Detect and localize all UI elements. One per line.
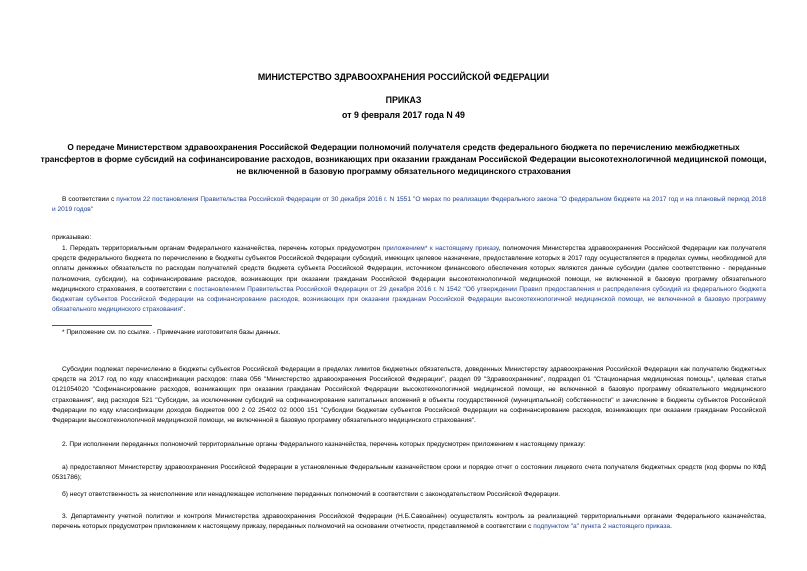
doc-type-heading: ПРИКАЗ [385,95,422,105]
order-word: приказываю: [52,234,92,241]
decree-1551-link[interactable]: пунктом 22 постановления Правительства Российской Федерации от 30 декабря 2016 г. N 1551 "О мерах по реализации Федерального закона "О федеральном бюджете на 2017 год и на плановый период 2018 и 2019 годов" [52,196,766,214]
paragraph-1-text-c: . [183,306,186,314]
preamble-text: В соответствии с [62,196,117,203]
paragraph-2b: б) несут ответственность за неисполнение или ненадлежащее исполнение переданных полномочий в соответствии с законодательством Российской Федерации. [62,491,561,498]
decree-1542-link[interactable]: постановлением Правительства Российской Федерации от 29 декабря 2016 г. N 1542 "Об утверждении Правил предоставления и распределения субсидий из федерального бюджета бюджетам субъектов Российской Федерации на софинансирование расходов, возникающих при оказании гражданам Российской Федерации высокотехнологичной медицинской помощи, не включенной в базовую программу обязательного медицинского страхования" [52,285,766,314]
paragraph-3-text-a: 3. Департаменту учетной политики и контроля Министерства здравоохранения Российской Федерации (Н.Б.Савоайнен) осуществлять контроль за реализацией территориальными органами Федерального казначейства, перечень которых предусмотрен приложением к настоящему приказу, переданных полномочий на основании отчетности, представляемой в соответствии с [52,513,766,531]
paragraph-3 [52,512,766,532]
paragraph-3-text-b: . [670,523,672,531]
appendix-link[interactable]: приложением* к настоящему приказу [382,245,499,252]
paragraph-1 [52,244,766,315]
footnote: * Приложение см. по ссылке. - Примечание изготовителя базы данных. [62,329,281,336]
subpoint-a-link[interactable]: подпунктом "а" пункта 2 настоящего приказа [533,523,671,531]
paragraph-1-text-a: 1. Передать территориальным органам Федерального казначейства, перечень которых предусмотрен [62,245,383,252]
footnote-divider [52,325,152,326]
paragraph-2a: а) предоставляют Министерству здравоохранения Российской Федерации в установленные Федеральным казначейством сроки и порядке отчет о состоянии лицевого счета получателя бюджетных средств (код формы по КФД 0531786); [52,464,766,482]
document-title: О передаче Министерством здравоохранения Российской Федерации полномочий получателя средств федерального бюджета по перечислению межбюджетных трансфертов в форме субсидий на софинансирование расходов, возникающих при оказании гражданам Российской Федерации высокотехнологичной медицинской помощи, не включенной в базовую программу обязательного медицинского страхования [40,142,767,176]
paragraph-2: 2. При исполнении переданных полномочий территориальные органы Федерального казначейства, перечень которых предусмотрен приложением к настоящему приказу: [62,441,586,448]
doc-date-heading: от 9 февраля 2017 года N 49 [342,110,465,120]
ministry-heading: МИНИСТЕРСТВО ЗДРАВООХРАНЕНИЯ РОССИЙСКОЙ ФЕДЕРАЦИИ [257,72,550,82]
subsidy-paragraph: Субсидии подлежат перечислению в бюджеты субъектов Российской Федерации в пределах лимитов бюджетных обязательств, доведенных Министерству здравоохранения Российской Федерации как получателю бюджетных средств на 2017 год по коду классификации расходов: глава 056 "Министерство здравоохранения Российской Федерации", раздел 09 "Здравоохранение", подраздел 01 "Стационарная медицинская помощь", целевая статья 0121054020 "Софинансирование расходов, возникающих при оказании гражданам Российской Федерации высокотехнологичной медицинской помощи, не включенной в базовую программу обязательного медицинского страхования", вид расходов 521 "Субсидии, за исключением субсидий на софинансирование капитальных вложений в объекты государственной (муниципальной) собственности" и зачисление в бюджеты субъектов Российской Федерации по коду классификации доходов бюджетов 000 2 02 25402 02 0000 151 "Субсидии бюджетам субъектов Российской Федерации на софинансирование расходов, возникающих при оказании гражданам Российской Федерации высокотехнологичной медицинской помощи, не включенной в базовую программу обязательного медицинского страхования". [52,366,766,425]
preamble-paragraph [52,195,766,215]
paragraph-1-text-b: , полномочия Министерства здравоохранения Российской Федерации как получателя средств федерального бюджета по перечислению в бюджеты субъектов Российской Федерации субсидий, имеющих целевое назначение, предоставление которых в 2017 году осуществляется в пределах суммы, необходимой для оплаты денежных обязательств по расходам получателей средств бюджета субъекта Российской Федерации, источником финансового обеспечения которых являются данные субсидии (далее соответственно - переданные полномочия, субсидии), на софинансирование расходов, возникающих при оказании гражданам Российской Федерации высокотехнологичной медицинской помощи, не включенной в базовую программу обязательного медицинского страхования, в соответствии с [52,245,766,293]
